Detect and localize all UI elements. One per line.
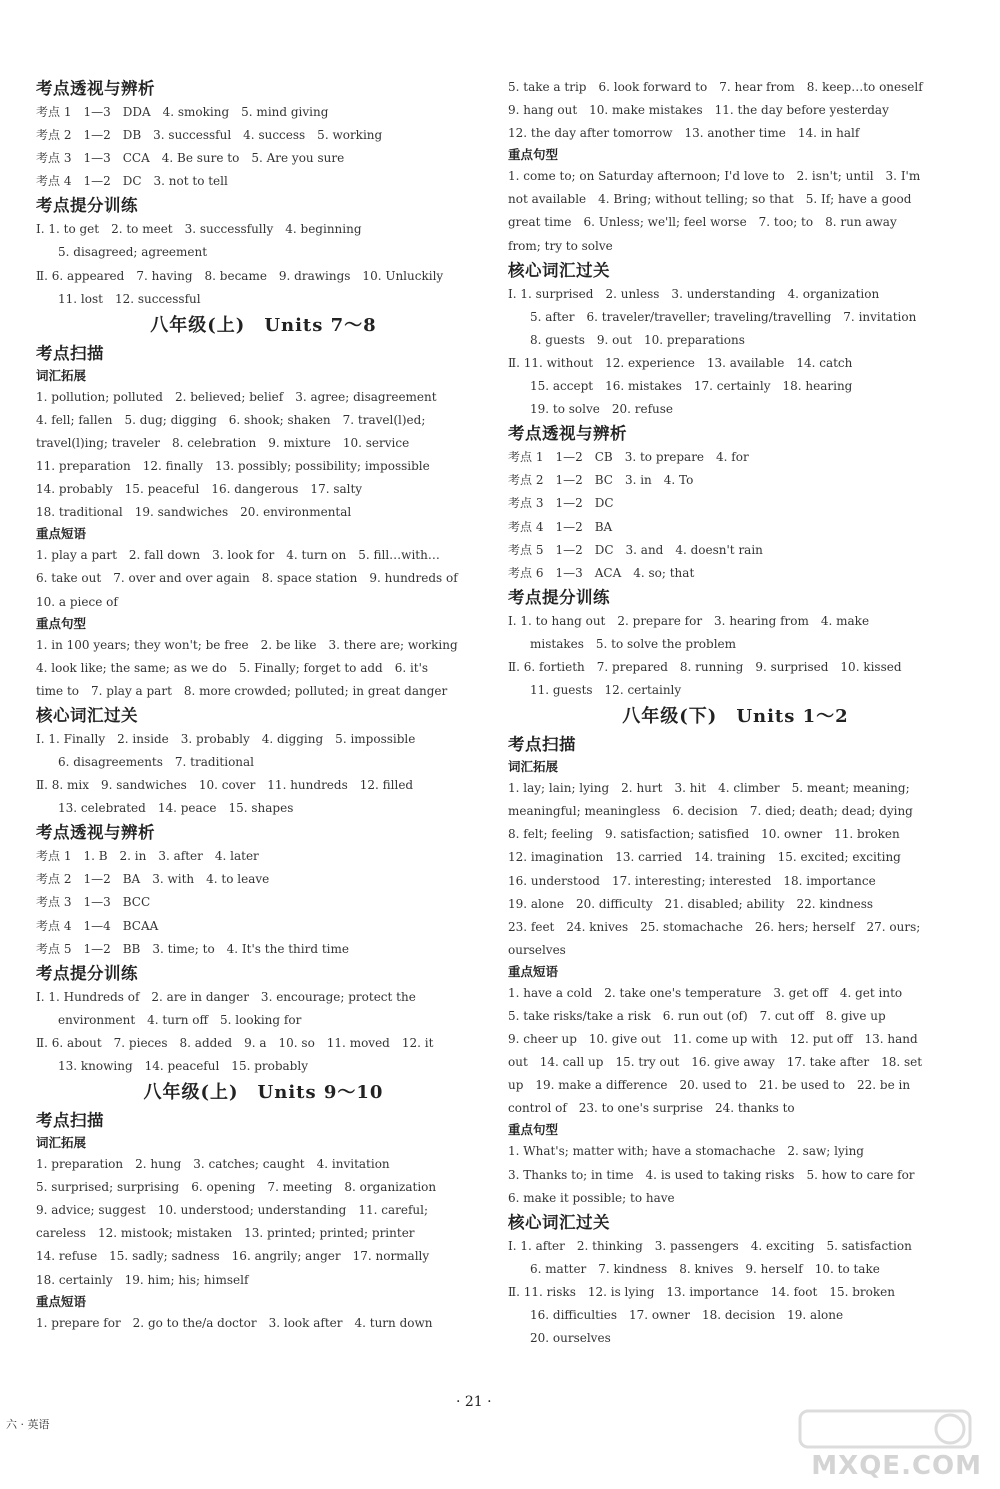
answer-line: 10. a piece of bbox=[36, 594, 118, 609]
answer-line: 3. Thanks to; in time 4. is used to taking risks 5. how to care for bbox=[508, 1167, 915, 1182]
answer-line: 8. felt; feeling 9. satisfaction; satisfied 10. owner 11. broken bbox=[508, 827, 900, 842]
answer-line: 考点 4 1—2 BA bbox=[508, 519, 613, 534]
answer-line: not available 4. Bring; without telling; so that 5. If; have a good bbox=[508, 192, 912, 207]
answer-line: 11. lost 12. successful bbox=[58, 291, 201, 306]
unit-title: 八年级(上) Units 9～10 bbox=[143, 1082, 384, 1104]
answer-line: 1. pollution; polluted 2. believed; belief 3. agree; disagreement bbox=[36, 389, 437, 404]
answer-line: 9. hang out 10. make mistakes 11. the day before yesterday bbox=[508, 103, 889, 118]
answer-line: 5. after 6. traveler/traveller; traveling/travelling 7. invitation bbox=[530, 309, 917, 324]
answer-line: 考点 5 1—2 DC 3. and 4. doesn't rain bbox=[508, 542, 763, 557]
unit-title: 八年级(上) Units 7～8 bbox=[150, 314, 377, 336]
answer-line: Ⅰ. 1. to hang out 2. prepare for 3. hearing from 4. make bbox=[508, 613, 870, 628]
section-heading: 考点提分训练 bbox=[36, 196, 138, 216]
answer-line: Ⅰ. 1. after 2. thinking 3. passengers 4. exciting 5. satisfaction bbox=[508, 1238, 912, 1253]
answer-line: Ⅰ. 1. surprised 2. unless 3. understanding 4. organization bbox=[508, 286, 880, 301]
answer-line: 考点 1 1—2 CB 3. to prepare 4. for bbox=[508, 450, 749, 465]
answer-line: 1. What's; matter with; have a stomachache 2. saw; lying bbox=[508, 1144, 864, 1159]
footer-subject: 六 · 英语 bbox=[6, 1418, 50, 1431]
page-number: · 21 · bbox=[456, 1394, 492, 1410]
answer-line: Ⅱ. 8. mix 9. sandwiches 10. cover 11. hundreds 12. filled bbox=[36, 778, 414, 793]
answer-line: Ⅰ. 1. to get 2. to meet 3. successfully 4. beginning bbox=[36, 222, 362, 237]
section-heading: 考点透视与辨析 bbox=[36, 823, 155, 843]
section-heading: 考点扫描 bbox=[508, 735, 576, 755]
subsection-heading: 词汇拓展 bbox=[508, 759, 559, 775]
answer-line: 1. in 100 years; they won't; be free 2. be like 3. there are; working bbox=[36, 637, 458, 652]
answer-line: 5. surprised; surprising 6. opening 7. meeting 8. organization bbox=[36, 1180, 437, 1195]
answer-line: 18. certainly 19. him; his; himself bbox=[36, 1272, 249, 1287]
answer-line: 考点 1 1. B 2. in 3. after 4. later bbox=[36, 849, 259, 864]
answer-line: 4. look like; the same; as we do 5. Finally; forget to add 6. it's bbox=[36, 660, 429, 675]
answer-line: 1. come to; on Saturday afternoon; I'd love to 2. isn't; until 3. I'm bbox=[508, 169, 921, 184]
answer-line: 1. lay; lain; lying 2. hurt 3. hit 4. climber 5. meant; meaning; bbox=[508, 781, 910, 796]
section-heading: 考点透视与辨析 bbox=[36, 79, 155, 98]
answer-line: 6. matter 7. kindness 8. knives 9. herself 10. to take bbox=[530, 1261, 880, 1276]
answer-line: 5. disagreed; agreement bbox=[58, 245, 208, 260]
answer-line: 8. guests 9. out 10. preparations bbox=[530, 332, 745, 347]
answer-line: out 14. call up 15. try out 16. give away 17. take after 18. set bbox=[508, 1055, 923, 1070]
answer-line: from; try to solve bbox=[508, 238, 613, 253]
answer-line: 考点 5 1—2 BB 3. time; to 4. It's the third time bbox=[36, 941, 349, 956]
subsection-heading: 重点句型 bbox=[508, 147, 559, 163]
answer-line: 考点 3 1—3 CCA 4. Be sure to 5. Are you sure bbox=[36, 151, 345, 166]
answer-line: meaningful; meaningless 6. decision 7. died; death; dead; dying bbox=[508, 804, 913, 819]
answer-line: 考点 3 1—3 BCC bbox=[36, 895, 151, 910]
answer-line: travel(l)ing; traveler 8. celebration 9. mixture 10. service bbox=[36, 435, 410, 450]
right-column bbox=[508, 76, 963, 1350]
answer-line: 16. difficulties 17. owner 18. decision 19. alone bbox=[530, 1308, 844, 1323]
answer-line: 12. the day after tomorrow 13. another time 14. in half bbox=[508, 126, 860, 141]
answer-line: 1. preparation 2. hung 3. catches; caught 4. invitation bbox=[36, 1157, 390, 1172]
answer-line: 6. take out 7. over and over again 8. space station 9. hundreds of bbox=[36, 571, 458, 586]
answer-line: Ⅱ. 11. without 12. experience 13. available 14. catch bbox=[508, 355, 853, 370]
answer-line: environment 4. turn off 5. looking for bbox=[58, 1012, 302, 1027]
answer-line: 考点 2 1—2 BA 3. with 4. to leave bbox=[36, 872, 270, 887]
answer-line: up 19. make a difference 20. used to 21. be used to 22. be in bbox=[508, 1078, 911, 1093]
answer-line: 考点 1 1—3 DDA 4. smoking 5. mind giving bbox=[36, 105, 329, 119]
subsection-heading: 重点短语 bbox=[36, 1293, 87, 1309]
answer-line: 19. alone 20. difficulty 21. disabled; ability 22. kindness bbox=[508, 896, 874, 911]
answer-line: Ⅱ. 11. risks 12. is lying 13. importance 14. foot 15. broken bbox=[508, 1284, 895, 1299]
answer-line: 6. make it possible; to have bbox=[508, 1190, 675, 1205]
answer-line: 5. take a trip 6. look forward to 7. hear from 8. keep…to oneself bbox=[508, 80, 923, 94]
answer-line: 4. fell; fallen 5. dug; digging 6. shook; shaken 7. travel(l)ed; bbox=[36, 412, 426, 427]
answer-line: 11. guests 12. certainly bbox=[530, 683, 682, 698]
answer-line: careless 12. mistook; mistaken 13. printed; printed; printer bbox=[36, 1226, 415, 1241]
section-heading: 考点提分训练 bbox=[36, 963, 138, 983]
answer-line: mistakes 5. to solve the problem bbox=[530, 636, 737, 651]
answer-line: Ⅰ. 1. Finally 2. inside 3. probably 4. digging 5. impossible bbox=[36, 731, 416, 746]
section-heading: 考点扫描 bbox=[36, 343, 104, 363]
answer-line: Ⅱ. 6. fortieth 7. prepared 8. running 9. surprised 10. kissed bbox=[508, 659, 902, 674]
subsection-heading: 重点短语 bbox=[508, 963, 559, 979]
answer-line: ourselves bbox=[508, 942, 566, 957]
unit-title: 八年级(下) Units 1～2 bbox=[622, 706, 849, 728]
answer-line: 1. have a cold 2. take one's temperature 3. get off 4. get into bbox=[508, 985, 903, 1000]
answer-line: 11. preparation 12. finally 13. possibly; possibility; impossible bbox=[36, 459, 430, 474]
answer-line: Ⅰ. 1. Hundreds of 2. are in danger 3. encourage; protect the bbox=[36, 989, 416, 1004]
answer-line: 1. prepare for 2. go to the/a doctor 3. look after 4. turn down bbox=[36, 1315, 433, 1330]
answer-line: 考点 6 1—3 ACA 4. so; that bbox=[508, 565, 695, 580]
watermark-text: MXQE.COM bbox=[811, 1451, 982, 1481]
section-heading: 考点提分训练 bbox=[508, 587, 610, 607]
answer-line: 14. probably 15. peaceful 16. dangerous 17. salty bbox=[36, 482, 363, 497]
answer-line: time to 7. play a part 8. more crowded; polluted; in great danger bbox=[36, 683, 448, 698]
section-heading: 考点扫描 bbox=[36, 1111, 104, 1131]
answer-line: 5. take risks/take a risk 6. run out (of) 7. cut off 8. give up bbox=[508, 1009, 886, 1023]
answer-line: 13. knowing 14. peaceful 15. probably bbox=[58, 1059, 308, 1073]
answer-line: 考点 2 1—2 DB 3. successful 4. success 5. working bbox=[36, 128, 383, 143]
answer-line: 9. cheer up 10. give out 11. come up with 12. put off 13. hand bbox=[508, 1032, 918, 1047]
answer-line: 20. ourselves bbox=[530, 1331, 611, 1346]
section-heading: 考点透视与辨析 bbox=[508, 424, 627, 444]
subsection-heading: 重点短语 bbox=[36, 526, 87, 542]
answer-line: great time 6. Unless; we'll; feel worse 7. too; to 8. run away bbox=[508, 215, 897, 230]
answer-line: 13. celebrated 14. peace 15. shapes bbox=[58, 801, 294, 816]
subsection-heading: 词汇拓展 bbox=[36, 367, 87, 383]
answer-line: 考点 4 1—4 BCAA bbox=[36, 918, 159, 933]
section-heading: 核心词汇过关 bbox=[508, 260, 610, 280]
answer-line: 9. advice; suggest 10. understood; understanding 11. careful; bbox=[36, 1203, 429, 1218]
answer-line: 考点 4 1—2 DC 3. not to tell bbox=[36, 174, 228, 189]
answer-line: 6. disagreements 7. traditional bbox=[58, 754, 255, 769]
answer-line: 16. understood 17. interesting; interested 18. importance bbox=[508, 873, 876, 888]
answer-line: 考点 2 1—2 BC 3. in 4. To bbox=[508, 473, 694, 488]
answer-line: 23. feet 24. knives 25. stomachache 26. hers; herself 27. ours; bbox=[508, 919, 921, 934]
section-heading: 核心词汇过关 bbox=[36, 705, 138, 725]
answer-line: 19. to solve 20. refuse bbox=[530, 402, 674, 417]
subsection-heading: 重点句型 bbox=[508, 1122, 559, 1138]
answer-line: control of 23. to one's surprise 24. thanks to bbox=[508, 1101, 795, 1116]
subsection-heading: 词汇拓展 bbox=[36, 1135, 87, 1151]
left-column bbox=[36, 76, 491, 1335]
answer-line: 1. play a part 2. fall down 3. look for 4. turn on 5. fill…with… bbox=[36, 548, 440, 563]
answer-line: Ⅱ. 6. appeared 7. having 8. became 9. drawings 10. Unluckily bbox=[36, 268, 444, 283]
answer-line: 12. imagination 13. carried 14. training 15. excited; exciting bbox=[508, 850, 901, 865]
answer-line: 14. refuse 15. sadly; sadness 16. angrily; anger 17. normally bbox=[36, 1249, 430, 1264]
answer-line: 18. traditional 19. sandwiches 20. environmental bbox=[36, 505, 352, 520]
answer-line: 15. accept 16. mistakes 17. certainly 18. hearing bbox=[530, 379, 853, 394]
answer-line: Ⅱ. 6. about 7. pieces 8. added 9. a 10. so 11. moved 12. it bbox=[36, 1035, 434, 1050]
subsection-heading: 重点句型 bbox=[36, 615, 87, 631]
section-heading: 核心词汇过关 bbox=[508, 1212, 610, 1232]
answer-line: 考点 3 1—2 DC bbox=[508, 496, 614, 511]
